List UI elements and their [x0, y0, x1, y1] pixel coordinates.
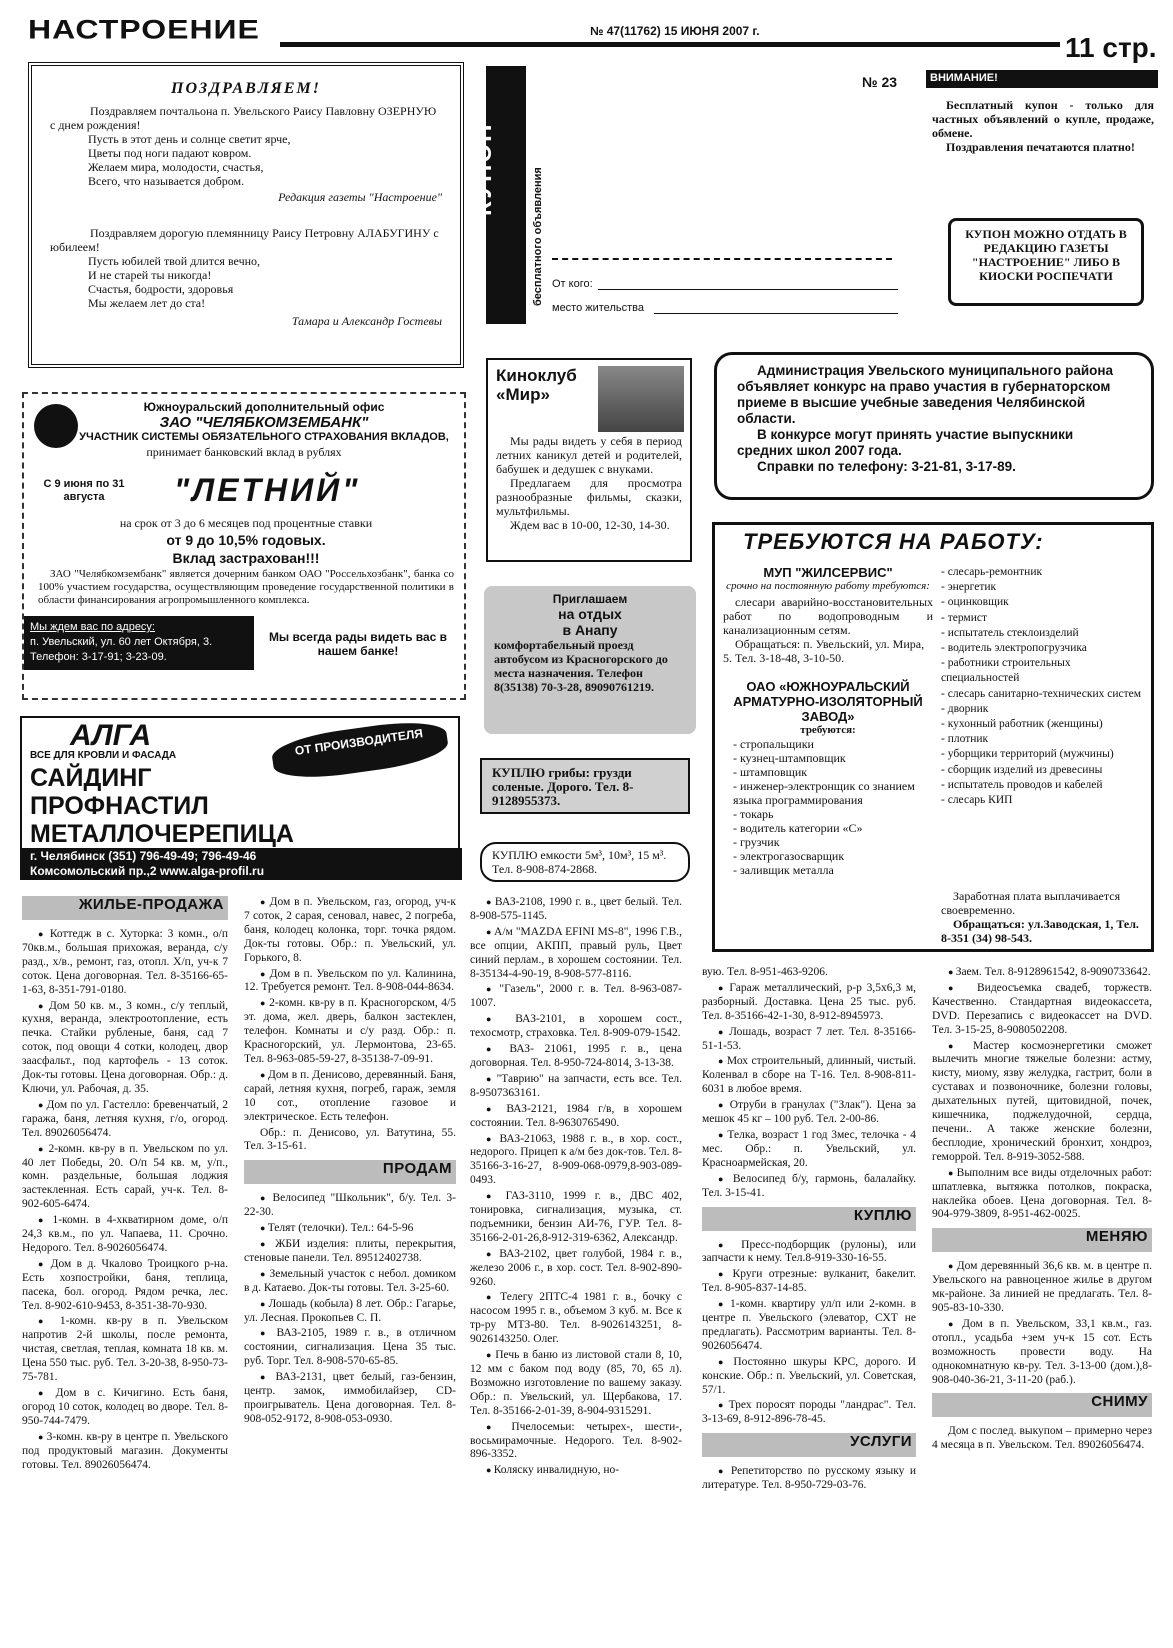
bank-term: на срок от 3 до 6 месяцев под процентные ставки — [119, 516, 373, 530]
ad-item: ● 3-комн. кв-ру в центре п. Увельского под продуктовый магазин. Документы готовы. Тел. 89026056474. — [22, 1431, 228, 1473]
anapa-line-3: в Анапу — [562, 622, 618, 638]
ad-item: ● Заем. Тел. 8-9128961542, 8-9090733642. — [932, 966, 1152, 980]
mushroom-ad: КУПЛЮ грибы: грузди соленые. Дорого. Тел. 8-9128955373. — [480, 758, 690, 814]
anapa-ad — [484, 586, 696, 734]
ad-item: ● Дом в п. Увельском, 33,1 кв.м., газ. отопл., усадьба +зем уч-к 15 сот. Есть возможность провести воду. На однокомнатную кв-ру. Тел. 3-13-00 (дом.),8-908-040-36-21, 3-11-20 (раб.). — [932, 1318, 1152, 1388]
issue-info: № 47(11762) 15 ИЮНЯ 2007 г. — [590, 24, 760, 38]
ad-item: ● Дом деревянный 36,6 кв. м. в центре п. Увельского на равноценное жилье в другом мк-районе. За линией не предлагать. Тел. 8-905-83-10-330. — [932, 1260, 1152, 1316]
congrats-text-1: Поздравляем почтальона п. Увельского Раису Павловну ОЗЕРНУЮ с днем рождения! — [50, 104, 437, 132]
kino-ad — [486, 358, 692, 562]
coupon-subtitle: бесплатного объявления — [532, 167, 544, 306]
section-heading-exchange: МЕНЯЮ — [932, 1228, 1152, 1252]
ad-item: ● Трех поросят породы "ландрас". Тел. 3-13-69, 8-912-896-78-45. — [702, 1399, 916, 1427]
ad-item: ● ЖБИ изделия: плиты, перекрытия, стеновые панели. Тел. 89512402738. — [244, 1238, 456, 1266]
jobs-right: - слесарь-ремонтник - энергетик - оцинковщик - термист - испытатель стеклоизделий - водитель электропогрузчика - работники строительных специальностей - слесарь санитарно-технических систем - дворник - кухонный работник (женщины) - плотник - уборщики территорий (мужчины) - сборщик изделий из древесины - испытатель проводов и кабелей - слесарь КИП — [941, 565, 1147, 808]
ad-item: ● ВАЗ-21063, 1988 г. в., в хор. сост., недорого. Прицеп к а/м без док-тов. Тел. 8-35166-3-16-27, 8-909-068-0979,8-903-089-0493. — [470, 1133, 682, 1189]
congratulations-box — [28, 62, 464, 368]
ad-item: ● ВАЗ-2121, 1984 г/в, в хорошем состоянии. Тел. 8-9630765490. — [470, 1103, 682, 1131]
coupon-number: № 23 — [862, 74, 898, 90]
ad-item: ● ВАЗ- 21061, 1995 г. в., цена договорная. Тел. 8-950-724-8014, 3-13-38. — [470, 1043, 682, 1071]
bank-line-1: Южноуральский дополнительный офис — [143, 400, 385, 414]
administration-ad: Администрация Увельского муниципального района объявляет конкурс на право участия в губернаторском приеме в высшие учебные заведения Челябинской области. В конкурсе могут принять участие выпускники средних школ 2007 года. Справки по телефону: 3-21-81, 3-17-89. — [714, 352, 1154, 500]
ad-item: ● Дом по ул. Гастелло: бревенчатый, 2 гаража, баня, летняя кухня, г/о, огород. Тел. 89026056474. — [22, 1099, 228, 1141]
section-heading-housing: ЖИЛЬЕ-ПРОДАЖА — [22, 896, 228, 920]
bank-description: ЗАО "Челябкомзембанк" является дочерним банком ОАО "Россельхозбанк", банка со 100% участием государства, осуществляющим проведение государственной политики в области финансирования агропромышленного комплекса. — [38, 568, 454, 606]
ad-item: ● Лошадь, возраст 7 лет. Тел. 8-35166-51-1-53. — [702, 1026, 916, 1054]
alga-tagline: ВСЕ ДЛЯ КРОВЛИ И ФАСАДА — [30, 750, 177, 761]
attention-text: Бесплатный купон - только для частных объявлений о купле, продаже, обмене. Поздравления печатаются платно! — [932, 98, 1154, 154]
classifieds-column-4 — [702, 966, 916, 1640]
alga-brand: АЛГА — [70, 719, 152, 752]
ad-item: ● Отруби в гранулах ("Злак"). Цена за мешок 45 кг – 100 руб. Тел. 2-00-86. — [702, 1099, 916, 1127]
coupon-dashed-line — [552, 258, 892, 260]
coupon-title: КУПОН — [470, 122, 497, 216]
bank-dates: С 9 июня по 31 августа — [43, 478, 125, 503]
newspaper-title: НАСТРОЕНИЕ — [28, 14, 260, 45]
ad-item: ● ВАЗ-2108, 1990 г. в., цвет белый. Тел. 8-908-575-1145. — [470, 896, 682, 924]
ad-item: ● 1-комн. в 4-хкватирном доме, о/п 24,3 кв.м., по ул. Чапаева, 11. Срочно. Недорого. Тел. 8-9026056474. — [22, 1214, 228, 1256]
congrats-poem-2: Пусть юбилей твой длится вечно, И не старей ты никогда! Счастья, бодрости, здоровья Мы желаем лет до ста! — [88, 254, 261, 310]
coupon-box — [470, 66, 1158, 324]
ad-item: ● 1-комн. квартиру ул/п или 2-комн. в центре п. Увельского (элеватор, СХТ не предлагать). Рассмотрим варианты. Тел. 8-9026056474. — [702, 1298, 916, 1354]
ad-item: ● Телка, возраст 1 год 3мес, телочка - 4 мес. Обр.: п. Увельский, ул. Красноармейская, 20. — [702, 1129, 916, 1171]
ad-item: Дом с послед. выкупом – примерно через 4 месяца в п. Увельском. Тел. 89026056474. — [932, 1425, 1152, 1452]
ad-item: ● ВАЗ-2101, в хорошем сост., техосмотр, страховка. Тел. 8-909-079-1542. — [470, 1013, 682, 1041]
classifieds-column-2 — [244, 896, 456, 1640]
attention-title: ВНИМАНИЕ! — [926, 70, 1158, 88]
coupon-notice: КУПОН МОЖНО ОТДАТЬ В РЕДАКЦИЮ ГАЗЕТЫ "НАСТРОЕНИЕ" ЛИБО В КИОСКИ РОСПЕЧАТИ — [948, 218, 1144, 306]
jobs-title: ТРЕБУЮТСЯ НА РАБОТУ: — [743, 529, 1044, 554]
bank-line-3: УЧАСТНИК СИСТЕМЫ ОБЯЗАТЕЛЬНОГО СТРАХОВАНИЯ ВКЛАДОВ, — [79, 431, 449, 443]
ad-item: ● Мох строительный, длинный, чистый. Коленвал в сборе на Т-16. Тел. 8-908-811-6031 в любое время. — [702, 1055, 916, 1097]
ad-item: ● Велосипед "Школьник", б/у. Тел. 3-22-30. — [244, 1192, 456, 1220]
ad-item: ● Коляску инвалидную, но- — [470, 1464, 682, 1478]
ad-item: ● "Таврию" на запчасти, есть все. Тел. 8-9507363161. — [470, 1073, 682, 1101]
congratulations-title: ПОЗДРАВЛЯЕМ! — [171, 80, 321, 97]
ad-item: ● Гараж металлический, р-р 3,5х6,3 м, разборный. Доставка. Цена 25 тыс. руб. Тел. 8-35166-42-1-30, 8-912-8945973. — [702, 982, 916, 1024]
bank-logo-icon — [34, 404, 78, 448]
ad-item: ● Дом в с. Кичигино. Есть баня, огород 10 соток, колодец во дворе. Тел. 8-950-744-7479. — [22, 1387, 228, 1429]
ad-item: ● Пресс-подборщик (рулоны), или запчасти к нему. Тел.8-919-330-16-55. — [702, 1239, 916, 1267]
bank-rate: от 9 до 10,5% годовых. — [166, 532, 326, 548]
ad-item: ● ВАЗ-2131, цвет белый, газ-бензин, центр. замок, иммобилайзер, CD-проигрыватель. Цена договорная. Тел. 8-908-052-9172, 8-908-053-0930. — [244, 1371, 456, 1427]
congrats-text-2: Поздравляем дорогую племянницу Раису Петровну АЛАБУГИНУ с юбилеем! — [50, 226, 439, 254]
ad-item: ● Дом в п. Увельском, газ, огород, уч-к 7 соток, 2 сарая, сеновал, навес, 2 погреба, баня, колодец колонка, торг. точка рядом. Док-ты готовы. Обр.: п. Увельский, ул. Горького, 8. — [244, 896, 456, 966]
bank-address-block: Мы ждем вас по адресу: п. Увельский, ул. 60 лет Октября, 3. Телефон: 3-17-91; 3-23-09. — [24, 616, 254, 670]
kino-building-image — [598, 366, 684, 432]
ad-item: ● ВАЗ-2102, цвет голубой, 1984 г. в., железо 2006 г., в хор. сост. Тел. 8-902-890-9260. — [470, 1248, 682, 1290]
anapa-line-1: Приглашаем — [552, 592, 628, 606]
section-heading-buy: КУПЛЮ — [702, 1207, 916, 1231]
ad-item: ● Лошадь (кобыла) 8 лет. Обр.: Гагарье, ул. Лесная. Прокопьев С. П. — [244, 1298, 456, 1326]
congrats-signature-1: Редакция газеты "Настроение" — [278, 190, 442, 204]
ad-item: ● Велосипед б/у, гармонь, балалайку. Тел. 3-15-41. — [702, 1173, 916, 1201]
congrats-signature-2: Тамара и Александр Гостевы — [291, 314, 442, 328]
ad-item: ● Круги отрезные: вулканит, бакелит. Тел. 8-905-837-14-85. — [702, 1268, 916, 1296]
bank-line-4: принимает банковский вклад в рублях — [146, 445, 342, 459]
ad-item: ● ГАЗ-3110, 1999 г. в., ДВС 402, тонировка, сигнализация, музыка, ст. подъемники, бензин АИ-76, ГУР. Тел. 8-35166-2-01-26,8-912-319-6362, Александр. — [470, 1190, 682, 1246]
bank-ad — [22, 392, 466, 700]
bank-deposit-name: "ЛЕТНИЙ" — [174, 472, 361, 508]
ad-item: ● Печь в баню из листовой стали 8, 10, 12 мм с баком под воду (85, 70, 65 л). Возможно изготовление по вашему заказу. Обр.: п. Увельский, ул. Щербакова, 17. Тел. 8-35166-2-01-39, 8-904-9315291. — [470, 1349, 682, 1419]
ad-item: ● "Газель", 2000 г. в. Тел. 8-963-087-1007. — [470, 983, 682, 1011]
ad-item: ● Дом в п. Денисово, деревянный. Баня, сарай, летняя кухня, погреб, гараж, земля 10 сот., отопление газовое и электрическое. Есть телефон. — [244, 1069, 456, 1125]
ad-item: ● Мастер космоэнергетики сможет вылечить многие тяжелые болезни: астму, кисту, миому, язву желудка, гастрит, боли в суставах и позвоночнике, болезни головы, дыхательных путей, щитовидной, почек, кишечника, поджелудочной, сердца, печени.. А также женские болезни, бесплодие, хронический бронхит, хондроз, геморрой. Тел. 8-919-3052-588. — [932, 1040, 1152, 1165]
ad-item: ● Дом в д. Чкалово Троицкого р-на. Есть хозпостройки, баня, теплица, пасека, бол. огород. Рядом речка, лес. Тел. 8-902-610-9453, 8-351-38-70-930. — [22, 1258, 228, 1314]
anapa-text: комфортабельный проезд автобусом из Красногорского до места назначения. Телефон 8(35138) 70-3-28, 89090761219. — [494, 638, 668, 694]
alga-products: САЙДИНГ ПРОФНАСТИЛ МЕТАЛЛОЧЕРЕПИЦА — [30, 764, 294, 848]
kino-text: Мы рады видеть у себя в период летних каникул детей и родителей, бабушек и дедушек с внуками. Предлагаем для просмотра разнообразные фильмы, сказки, мультфильмы. Ждем вас в 10-00, 12-30, 14-30. — [496, 434, 682, 532]
ad-item: ● Видеосъемка свадеб, торжеств. Качественно. Стандартная видеокассета, DVD. Перезапись с видеокассет на DVD. Тел. 3-15-25, 8-9080502208. — [932, 982, 1152, 1038]
section-heading-sell: ПРОДАМ — [244, 1160, 456, 1184]
alga-contacts: г. Челябинск (351) 796-49-49; 796-49-46 Комсомольский пр.,2 www.alga-profil.ru — [22, 848, 462, 880]
ad-item-lead: вую. Тел. 8-951-463-9206. — [702, 966, 828, 978]
ad-item: ● Земельный участок с небол. домиком в д. Катаево. Док-ты готовы. Тел. 3-25-60. — [244, 1268, 456, 1296]
section-heading-rent: СНИМУ — [932, 1393, 1152, 1417]
bank-slogan: Мы всегда рады видеть вас в нашем банке! — [268, 630, 448, 658]
ad-item: ● Коттедж в с. Хуторка: 3 комн., о/п 70кв.м., большая прихожая, веранда, с/у разд., х/в., ремонт, газ, отопл. Х/п, уч-к 7 соток. Цена договорная. Тел. 8-35166-65-1-63, 8-351-791-0180. — [22, 928, 228, 998]
ad-item: ● 2-комн. кв-ру в п. Увельском по ул. 40 лет Победы, 20. О/п 54 кв. м, у/п., комн. раздельные, большая лоджия застекленная. Есть сарай, уч-к. Тел. 8-902-605-6474. — [22, 1143, 228, 1213]
ad-item: ● Телят (телочки). Тел.: 64-5-96 — [244, 1222, 456, 1236]
alga-ad — [20, 716, 460, 880]
coupon-address-field[interactable] — [654, 313, 898, 314]
congrats-poem-1: Пусть в этот день и солнце светит ярче, Цветы под ноги падают ковром. Желаем мира, молодости, счастья, Всего, что называется добром. — [88, 132, 291, 188]
ad-item: ● Выполним все виды отделочных работ: шпатлевка, вытяжка потолков, покраска, наклейка обоев. Цена договорная. Тел. 8-904-979-3809, 8-951-462-0025. — [932, 1167, 1152, 1223]
classifieds-column-3 — [470, 896, 682, 1640]
coupon-from-field[interactable] — [598, 289, 898, 290]
section-heading-services: УСЛУГИ — [702, 1433, 916, 1457]
jobs-left: МУП "ЖИЛСЕРВИС" срочно на постоянную работу требуются: слесари аварийно-восстановительных работ по водопроводным и канализационным сетям. Обращаться: п. Увельский, ул. Мира, 5. Тел. 3-18-48, 3-10-50. ОАО «ЮЖНОУРАЛЬСКИЙ АРМАТУРНО-ИЗОЛЯТОРНЫЙ ЗАВОД» требуются: - стропальщики - кузнец-штамповщик - штамповщик - инженер-электронщик со знанием языка программирования - токарь - водитель категории «С» - грузчик - электрогазосварщик - заливщик металла — [723, 565, 933, 877]
ad-item: ● Репетиторство по русскому языку и литературе. Тел. 8-950-729-03-76. — [702, 1465, 916, 1493]
alga-badge: ОТ ПРОИЗВОДИТЕЛЯ — [270, 716, 450, 784]
header-rule — [280, 42, 1060, 47]
ad-item: ● 2-комн. кв-ру в п. Красногорском, 4/5 эт. дома, жел. дверь, балкон застеклен, телефон. Комнаты и с/у разд. Обр.: п. Красногорский, ул. Лермонтова, 23-65. Тел. 8-963-085-59-27, 8-35138-7-09-91. — [244, 997, 456, 1067]
classifieds-column-1 — [22, 890, 228, 1640]
ad-item: ● ВАЗ-2105, 1989 г. в., в отличном состоянии, сигнализация. Цена 35 тыс. руб. Торг. Тел. 8-908-570-65-85. — [244, 1327, 456, 1369]
ad-item: ● 1-комн. кв-ру в п. Увельском напротив 2-й школы, после ремонта, чистая, светлая, теплая, комната 18 кв. м. Цена 550 тыс. руб. Тел. 3-20-38, 8-950-73-75-781. — [22, 1315, 228, 1385]
tank-ad: КУПЛЮ емкости 5м³, 10м³, 15 м³. Тел. 8-908-874-2868. — [480, 842, 690, 882]
ad-item: ● Дом в п. Увельском по ул. Калинина, 12. Требуется ремонт. Тел. 8-908-044-8634. — [244, 968, 456, 996]
ad-item: ● Пчелосемьи: четырех-, шести-, восьмирамочные. Недорого. Тел. 8-902-896-3352. — [470, 1421, 682, 1463]
kino-title: Киноклуб «Мир» — [496, 366, 577, 404]
ad-item-tail: Обр.: п. Денисово, ул. Ватутина, 55. Тел. 3-15-61. — [244, 1126, 456, 1153]
jobs-footer: Заработная плата выплачивается своевременно. Обращаться: ул.Заводская, 1, Тел. 8-351 (34) 98-543. — [941, 889, 1139, 945]
bank-name: ЗАО "ЧЕЛЯБКОМЗЕМБАНК" — [159, 414, 369, 431]
ad-item: ● Постоянно шкуры КРС, дорого. И конские. Обр.: п. Увельский, ул. Советская, 57/1. — [702, 1356, 916, 1398]
coupon-address-label: место жительства — [552, 302, 644, 314]
ad-item: ● А/м "MAZDA EFINI MS-8", 1996 Г.В., все опции, АКПП, правый руль, Цвет синий перлам., в хорошем состоянии. Тел. 8-35134-4-90-19, 8-908-577-8116. — [470, 926, 682, 982]
page-number: 11 стр. — [1065, 32, 1157, 63]
coupon-from-label: От кого: — [552, 278, 593, 290]
bank-insured: Вклад застрахован!!! — [172, 550, 320, 566]
classifieds-column-5 — [932, 966, 1152, 1640]
anapa-line-2: на отдых — [558, 606, 622, 622]
ad-item: ● Телегу 2ПТС-4 1981 г. в., бочку с насосом 1995 г. в., объемом 3 куб. м. Все к тр-ру МТЗ-80. Тел. 8-9026143251, 8-9026143250. Олег. — [470, 1291, 682, 1347]
ad-item: ● Дом 50 кв. м., 3 комн., с/у теплый, кухня, веранда, электроотопление, есть печка. Стайки рубленые, баня, сад 7 соток, под овощи 4 сотки, колодец, двор заасфальт., под картофель - 13 соток. Док-ты готовы. Цена договорная. Обр.: д. Ключи, ул. Рабочая, д. 35. — [22, 1000, 228, 1097]
jobs-ad — [712, 522, 1154, 952]
